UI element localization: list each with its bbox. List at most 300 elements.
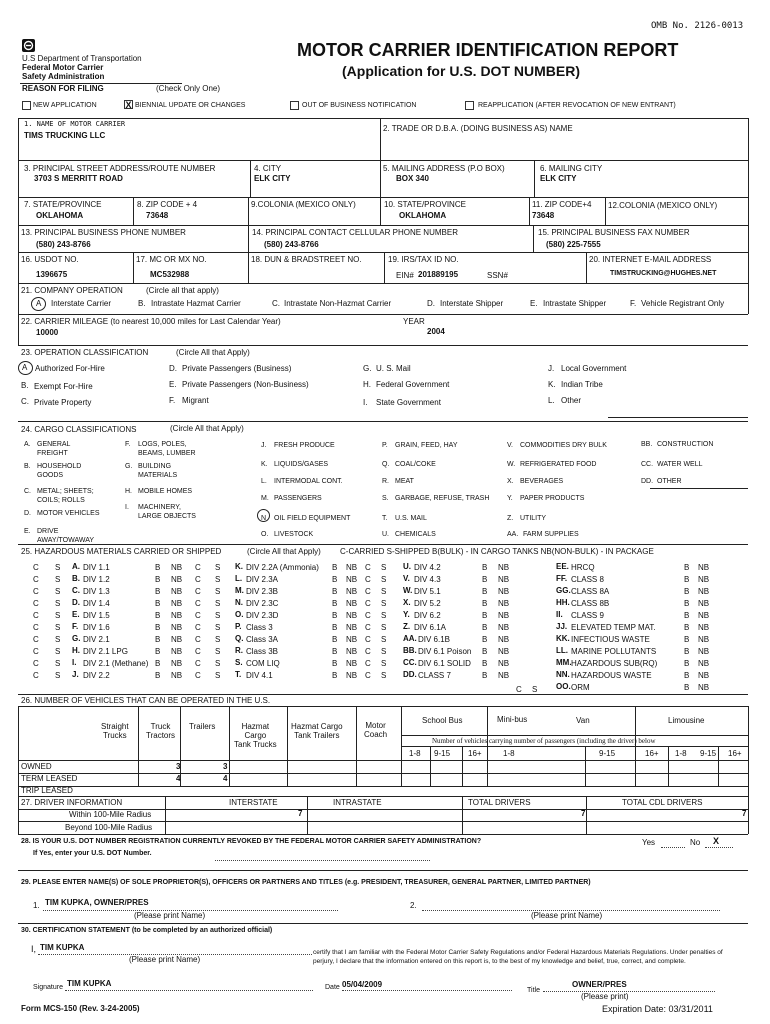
hazmat-code[interactable]: GG.	[556, 586, 571, 595]
hazmat-bulk[interactable]: B	[155, 635, 161, 644]
cargo-item[interactable]	[507, 460, 596, 469]
hazmat-shipped[interactable]: S	[381, 635, 387, 644]
hazmat-carried[interactable]: C	[365, 563, 371, 572]
revoked-no-mark[interactable]: X	[713, 836, 720, 846]
f14-label: 14. PRINCIPAL CONTACT CELLULAR PHONE NUMBER	[252, 228, 458, 237]
term-trailers-value[interactable]: 4	[223, 774, 228, 783]
hazmat-shipped[interactable]: S	[55, 635, 61, 644]
hazmat-bulk[interactable]: B	[482, 587, 488, 596]
hazmat-nonbulk[interactable]: NB	[346, 635, 358, 644]
hazmat-bulk[interactable]: B	[684, 683, 690, 692]
hazmat-shipped[interactable]: S	[215, 635, 221, 644]
hdr-hazcargo: Hazmat Cargo Tank Trucks	[234, 722, 277, 749]
mailing-zip-field[interactable]: 73648	[532, 211, 555, 220]
hazmat-carried[interactable]: C	[365, 659, 371, 668]
f4-label: 4. CITY	[254, 164, 282, 173]
hazmat-bulk[interactable]: B	[684, 623, 690, 632]
hazmat-nonbulk[interactable]: NB	[171, 671, 183, 680]
hazmat-nonbulk[interactable]: NB	[171, 623, 183, 632]
hazmat-bulk[interactable]: B	[482, 623, 488, 632]
hazmat-carried[interactable]: C	[195, 659, 201, 668]
cargo-item[interactable]	[125, 440, 196, 458]
owned-truck-value[interactable]: 3	[176, 762, 181, 771]
cargo-item[interactable]	[507, 514, 546, 523]
hazmat-nonbulk[interactable]: NB	[498, 587, 510, 596]
hazmat-shipped[interactable]: S	[215, 659, 221, 668]
hazmat-bulk[interactable]: B	[155, 647, 161, 656]
hazmat-bulk[interactable]: B	[482, 599, 488, 608]
hazmat-code[interactable]: E.	[72, 610, 80, 619]
passenger-range-header: 16+	[728, 749, 742, 758]
cargo-item[interactable]	[24, 527, 94, 545]
hazmat-code[interactable]: M.	[235, 586, 244, 595]
hazmat-bulk[interactable]: B	[332, 647, 338, 656]
hazmat-nonbulk[interactable]: NB	[171, 599, 183, 608]
hazmat-shipped[interactable]: S	[55, 623, 61, 632]
out-of-business-checkbox[interactable]	[290, 101, 299, 110]
hazmat-carried[interactable]: C	[365, 587, 371, 596]
cargo-letter: M.	[261, 495, 269, 502]
hazmat-nonbulk[interactable]: NB	[171, 647, 183, 656]
oc-f-letter[interactable]: F.	[169, 396, 176, 405]
cargo-item[interactable]	[261, 477, 343, 486]
op-c-letter[interactable]: C.	[272, 299, 280, 308]
hazmat-shipped[interactable]: S	[55, 575, 61, 584]
mailing-state-field[interactable]: OKLAHOMA	[399, 211, 447, 220]
hazmat-carried[interactable]: C	[365, 671, 371, 680]
signature-field[interactable]: TIM KUPKA	[67, 979, 112, 988]
f28-no: No	[690, 838, 701, 847]
hazmat-nonbulk[interactable]: NB	[698, 611, 710, 620]
cargo-label: GRAIN, FEED, HAY	[395, 442, 458, 449]
cargo-item[interactable]	[382, 494, 489, 503]
hazmat-bulk[interactable]: B	[482, 611, 488, 620]
hazmat-code[interactable]: NN.	[556, 670, 570, 679]
hazmat-code[interactable]: X.	[403, 598, 411, 607]
hazmat-carried[interactable]: C	[33, 563, 39, 572]
hazmat-carried[interactable]: C	[516, 685, 522, 694]
cargo-item[interactable]	[261, 460, 328, 469]
business-phone-field[interactable]: (580) 243-8766	[36, 240, 91, 249]
hazmat-bulk[interactable]: B	[155, 563, 161, 572]
passenger-range-header: 16+	[645, 749, 659, 758]
f24-hint: (Circle All that Apply)	[170, 424, 244, 433]
hazmat-shipped[interactable]: S	[381, 611, 387, 620]
hazmat-carried[interactable]: C	[365, 623, 371, 632]
cargo-item[interactable]	[24, 509, 100, 518]
mailing-address-field[interactable]: BOX 340	[396, 174, 429, 183]
hazmat-nonbulk[interactable]: NB	[698, 623, 710, 632]
cargo-letter: Q.	[382, 461, 390, 468]
term-truck-value[interactable]: 4	[176, 774, 181, 783]
hazmat-carried[interactable]: C	[33, 635, 39, 644]
cargo-item[interactable]	[261, 441, 335, 450]
hazmat-nonbulk[interactable]: NB	[171, 659, 183, 668]
hazmat-nonbulk[interactable]: NB	[346, 563, 358, 572]
hazmat-code[interactable]: II.	[556, 610, 563, 619]
hazmat-code[interactable]: W.	[403, 586, 413, 595]
hazmat-bulk[interactable]: B	[482, 647, 488, 656]
hazmat-code[interactable]: BB.	[403, 646, 417, 655]
hazmat-nonbulk[interactable]: NB	[498, 623, 510, 632]
hazmat-code[interactable]: L.	[235, 574, 243, 583]
hazmat-code[interactable]: MM.	[556, 658, 572, 667]
hazmat-nonbulk[interactable]: NB	[346, 611, 358, 620]
hazmat-carried[interactable]: C	[365, 635, 371, 644]
hazmat-code[interactable]: P.	[235, 622, 242, 631]
hazmat-nonbulk[interactable]: NB	[171, 635, 183, 644]
mailing-city-field[interactable]: ELK CITY	[540, 174, 577, 183]
hazmat-shipped[interactable]: S	[381, 599, 387, 608]
hazmat-code[interactable]: C.	[72, 586, 80, 595]
f27-interstate: INTERSTATE	[229, 798, 278, 807]
hazmat-carried[interactable]: C	[33, 647, 39, 656]
mc-number-field[interactable]: MC532988	[150, 270, 190, 279]
hazmat-nonbulk[interactable]: NB	[698, 683, 710, 692]
oc-g-letter[interactable]: G.	[363, 364, 372, 373]
cargo-item[interactable]	[24, 440, 70, 458]
hazmat-code[interactable]: EE.	[556, 562, 569, 571]
op-b-letter[interactable]: B.	[138, 299, 146, 308]
hazmat-shipped[interactable]: S	[215, 587, 221, 596]
reason-label: REASON FOR FILING	[22, 84, 104, 93]
hazmat-bulk[interactable]: B	[684, 671, 690, 680]
usdot-field[interactable]: 1396675	[36, 270, 68, 279]
oc-i-letter[interactable]: I.	[363, 398, 368, 407]
hazmat-nonbulk[interactable]: NB	[171, 587, 183, 596]
hazmat-bulk[interactable]: B	[155, 587, 161, 596]
hazmat-nonbulk[interactable]: NB	[498, 599, 510, 608]
hazmat-shipped[interactable]: S	[381, 587, 387, 596]
hazmat-code[interactable]: Q.	[235, 634, 244, 643]
hazmat-bulk[interactable]: B	[482, 563, 488, 572]
hazmat-carried[interactable]: C	[365, 647, 371, 656]
hazmat-code[interactable]: FF.	[556, 574, 568, 583]
hazmat-nonbulk[interactable]: NB	[346, 671, 358, 680]
hazmat-code[interactable]: J.	[72, 670, 79, 679]
oc-d-letter[interactable]: D.	[169, 364, 177, 373]
hazmat-name: INFECTIOUS WASTE	[571, 635, 650, 644]
fax-field[interactable]: (580) 225-7555	[546, 240, 601, 249]
hazmat-nonbulk[interactable]: NB	[498, 563, 510, 572]
hazmat-bulk[interactable]: B	[684, 587, 690, 596]
hazmat-carried[interactable]: C	[195, 587, 201, 596]
state-field[interactable]: OKLAHOMA	[36, 211, 84, 220]
hazmat-nonbulk[interactable]: NB	[498, 647, 510, 656]
hazmat-code[interactable]: LL.	[556, 646, 568, 655]
hazmat-code[interactable]: D.	[72, 598, 80, 607]
cargo-item[interactable]	[24, 487, 94, 505]
op-d-letter[interactable]: D.	[427, 299, 435, 308]
hazmat-code[interactable]: U.	[403, 562, 411, 571]
hazmat-bulk[interactable]: B	[155, 623, 161, 632]
hazmat-shipped[interactable]: S	[215, 611, 221, 620]
hazmat-nonbulk[interactable]: NB	[498, 575, 510, 584]
email-field[interactable]: TIMSTRUCKING@HUGHES.NET	[610, 270, 717, 277]
hazmat-bulk[interactable]: B	[332, 563, 338, 572]
hazmat-code[interactable]: AA.	[403, 634, 417, 643]
hazmat-bulk[interactable]: B	[155, 611, 161, 620]
hazmat-code[interactable]: KK.	[556, 634, 570, 643]
hazmat-bulk[interactable]: B	[684, 659, 690, 668]
hazmat-shipped[interactable]: S	[55, 647, 61, 656]
hazmat-shipped[interactable]: S	[215, 671, 221, 680]
hazmat-bulk[interactable]: B	[482, 671, 488, 680]
hazmat-bulk[interactable]: B	[155, 671, 161, 680]
hazmat-bulk[interactable]: B	[332, 599, 338, 608]
cargo-letter: D.	[24, 510, 31, 517]
hazmat-code[interactable]: K.	[235, 562, 243, 571]
cargo-item[interactable]	[261, 514, 350, 523]
cargo-letter: CC.	[641, 461, 654, 468]
form-number: Form MCS-150 (Rev. 3-24-2005)	[21, 1004, 140, 1013]
cargo-item[interactable]	[507, 441, 607, 450]
oc-e-letter[interactable]: E.	[169, 380, 177, 389]
hazmat-shipped[interactable]: S	[532, 685, 538, 694]
hazmat-shipped[interactable]: S	[215, 599, 221, 608]
hazmat-code[interactable]: O.	[235, 610, 244, 619]
hazmat-shipped[interactable]: S	[55, 671, 61, 680]
cargo-item[interactable]	[261, 530, 313, 539]
hazmat-shipped[interactable]: S	[381, 623, 387, 632]
hazmat-carried[interactable]: C	[33, 623, 39, 632]
city-field[interactable]: ELK CITY	[254, 174, 291, 183]
op-f-letter[interactable]: F.	[630, 299, 637, 308]
cargo-item[interactable]	[382, 477, 414, 486]
hazmat-carried[interactable]: C	[33, 659, 39, 668]
hazmat-carried[interactable]: C	[33, 599, 39, 608]
hazmat-nonbulk[interactable]: NB	[171, 611, 183, 620]
hazmat-code[interactable]: B.	[72, 574, 80, 583]
hazmat-shipped[interactable]: S	[55, 587, 61, 596]
hazmat-carried[interactable]: C	[195, 575, 201, 584]
cargo-item[interactable]	[641, 477, 682, 486]
hazmat-nonbulk[interactable]: NB	[698, 599, 710, 608]
cargo-label: BUILDING MATERIALS	[138, 463, 178, 479]
hazmat-bulk[interactable]: B	[482, 659, 488, 668]
hazmat-bulk[interactable]: B	[332, 635, 338, 644]
hazmat-code[interactable]: V.	[403, 574, 410, 583]
hazmat-carried[interactable]: C	[195, 599, 201, 608]
hdr-school: School Bus	[422, 716, 463, 725]
hazmat-nonbulk[interactable]: NB	[698, 587, 710, 596]
hazmat-code[interactable]: G.	[72, 634, 81, 643]
hazmat-code[interactable]: F.	[72, 622, 79, 631]
hazmat-nonbulk[interactable]: NB	[698, 671, 710, 680]
cargo-item[interactable]	[382, 460, 436, 469]
hazmat-carried[interactable]: C	[365, 599, 371, 608]
hazmat-bulk[interactable]: B	[332, 623, 338, 632]
hazmat-bulk[interactable]: B	[482, 575, 488, 584]
hazmat-nonbulk[interactable]: NB	[171, 563, 183, 572]
street-address-field[interactable]: 3703 S MERRITT ROAD	[34, 174, 123, 183]
cargo-item[interactable]	[24, 462, 81, 480]
hazmat-bulk[interactable]: B	[332, 575, 338, 584]
hazmat-nonbulk[interactable]: NB	[346, 575, 358, 584]
hazmat-bulk[interactable]: B	[155, 599, 161, 608]
f6-label: 6. MAILING CITY	[540, 164, 603, 173]
hazmat-shipped[interactable]: S	[381, 575, 387, 584]
hazmat-nonbulk[interactable]: NB	[698, 659, 710, 668]
hazmat-bulk[interactable]: B	[332, 587, 338, 596]
hazmat-shipped[interactable]: S	[381, 671, 387, 680]
hazmat-shipped[interactable]: S	[215, 575, 221, 584]
owned-trailers-value[interactable]: 3	[223, 762, 228, 771]
cargo-item[interactable]	[125, 462, 177, 480]
op-a-letter[interactable]: A	[36, 299, 42, 308]
certifier-name-field[interactable]: TIM KUPKA	[40, 943, 85, 952]
total-cdl-value[interactable]: 7	[742, 809, 747, 818]
op-f-label: Vehicle Registrant Only	[641, 299, 725, 308]
hazmat-name: CLASS 8	[571, 575, 604, 584]
mileage-field[interactable]: 10000	[36, 328, 59, 337]
hazmat-shipped[interactable]: S	[55, 611, 61, 620]
cargo-item[interactable]	[125, 503, 196, 521]
cargo-item[interactable]	[507, 494, 584, 503]
hazmat-code[interactable]: H.	[72, 646, 80, 655]
hazmat-code[interactable]: CC.	[403, 658, 417, 667]
dot-logo-icon	[22, 39, 35, 52]
hazmat-bulk[interactable]: B	[684, 563, 690, 572]
hazmat-code[interactable]: Y.	[403, 610, 410, 619]
hazmat-code[interactable]: A.	[72, 562, 80, 571]
hazmat-nonbulk[interactable]: NB	[346, 587, 358, 596]
hazmat-bulk[interactable]: B	[155, 575, 161, 584]
cargo-item[interactable]	[261, 494, 322, 503]
hazmat-shipped[interactable]: S	[55, 563, 61, 572]
f21-hint: (Circle all that apply)	[146, 286, 219, 295]
oc-l-letter[interactable]: L.	[548, 396, 555, 405]
hazmat-shipped[interactable]: S	[381, 659, 387, 668]
cargo-label: REFRIGERATED FOOD	[520, 461, 597, 468]
cargo-item[interactable]	[641, 460, 703, 469]
cargo-item[interactable]	[382, 530, 436, 539]
cargo-label: PAPER PRODUCTS	[520, 495, 585, 502]
f8-label: 8. ZIP CODE + 4	[137, 200, 198, 209]
hazmat-bulk[interactable]: B	[332, 659, 338, 668]
date-field[interactable]: 05/04/2009	[342, 980, 383, 989]
hazmat-carried[interactable]: C	[33, 671, 39, 680]
hazmat-shipped[interactable]: S	[215, 623, 221, 632]
biennial-update-checkbox[interactable]: X	[125, 100, 132, 110]
hazmat-shipped[interactable]: S	[55, 659, 61, 668]
hazmat-bulk[interactable]: B	[155, 659, 161, 668]
hazmat-code[interactable]: OO.	[556, 682, 571, 691]
hazmat-nonbulk[interactable]: NB	[346, 659, 358, 668]
ein-field[interactable]: 201889195	[418, 270, 459, 279]
reapplication-checkbox[interactable]	[465, 101, 474, 110]
hazmat-carried[interactable]: C	[195, 623, 201, 632]
cargo-item[interactable]	[125, 487, 192, 496]
oc-j-letter[interactable]: J.	[548, 364, 555, 373]
hazmat-carried[interactable]: C	[195, 563, 201, 572]
hazmat-carried[interactable]: C	[33, 575, 39, 584]
hazmat-bulk[interactable]: B	[684, 599, 690, 608]
hazmat-carried[interactable]: C	[195, 635, 201, 644]
cargo-item[interactable]	[507, 530, 579, 539]
hazmat-nonbulk[interactable]: NB	[498, 659, 510, 668]
hazmat-nonbulk[interactable]: NB	[498, 635, 510, 644]
hazmat-shipped[interactable]: S	[215, 647, 221, 656]
cargo-item[interactable]	[382, 514, 427, 523]
hazmat-carried[interactable]: C	[33, 587, 39, 596]
hazmat-shipped[interactable]: S	[215, 563, 221, 572]
officer-1-field[interactable]: TIM KUPKA, OWNER/PRES	[45, 898, 149, 907]
hazmat-nonbulk[interactable]: NB	[346, 647, 358, 656]
hazmat-code[interactable]: JJ.	[556, 622, 568, 631]
hazmat-bulk[interactable]: B	[684, 647, 690, 656]
hazmat-code[interactable]: Z.	[403, 622, 411, 631]
oc-a-letter[interactable]: A	[22, 363, 28, 372]
hazmat-nonbulk[interactable]: NB	[698, 575, 710, 584]
hazmat-nonbulk[interactable]: NB	[698, 635, 710, 644]
hazmat-code[interactable]: S.	[235, 658, 243, 667]
hazmat-nonbulk[interactable]: NB	[346, 623, 358, 632]
hazmat-shipped[interactable]: S	[381, 647, 387, 656]
hazmat-nonbulk[interactable]: NB	[498, 671, 510, 680]
title-hint: (Please print)	[581, 992, 629, 1001]
hazmat-code[interactable]: HH.	[556, 598, 570, 607]
hazmat-bulk[interactable]: B	[332, 611, 338, 620]
cargo-item[interactable]	[507, 477, 563, 486]
hazmat-carried[interactable]: C	[365, 611, 371, 620]
oc-k-letter[interactable]: K.	[548, 380, 556, 389]
hazmat-shipped[interactable]: S	[381, 563, 387, 572]
hazmat-bulk[interactable]: B	[684, 635, 690, 644]
hazmat-name: DIV 2.2	[83, 671, 110, 680]
cargo-item[interactable]	[641, 440, 713, 449]
hazmat-carried[interactable]: C	[365, 575, 371, 584]
zip-field[interactable]: 73648	[146, 211, 169, 220]
hazmat-nonbulk[interactable]: NB	[698, 647, 710, 656]
hazmat-nonbulk[interactable]: NB	[698, 563, 710, 572]
hazmat-bulk[interactable]: B	[332, 671, 338, 680]
hazmat-carried[interactable]: C	[195, 671, 201, 680]
passenger-range-header: 1-8	[503, 749, 515, 758]
cargo-item[interactable]	[382, 441, 458, 450]
title-field[interactable]: OWNER/PRES	[572, 980, 627, 989]
within-interstate-value[interactable]: 7	[298, 809, 303, 818]
hazmat-nonbulk[interactable]: NB	[498, 611, 510, 620]
hazmat-code[interactable]: DD.	[403, 670, 417, 679]
cargo-letter: J.	[261, 442, 267, 449]
hazmat-carried[interactable]: C	[33, 611, 39, 620]
carrier-name-field[interactable]: TIMS TRUCKING LLC	[24, 131, 106, 140]
cell-phone-field[interactable]: (580) 243-8766	[264, 240, 319, 249]
hazmat-nonbulk[interactable]: NB	[171, 575, 183, 584]
hazmat-bulk[interactable]: B	[684, 575, 690, 584]
hazmat-code[interactable]: T.	[235, 670, 242, 679]
hazmat-code[interactable]: R.	[235, 646, 243, 655]
year-field[interactable]: 2004	[427, 327, 445, 336]
cargo-letter: O.	[261, 531, 269, 538]
oc-c-letter[interactable]: C.	[21, 397, 29, 406]
oc-h-letter[interactable]: H.	[363, 380, 371, 389]
total-drivers-value[interactable]: 7	[581, 809, 586, 818]
hazmat-nonbulk[interactable]: NB	[346, 599, 358, 608]
hazmat-carried[interactable]: C	[195, 647, 201, 656]
op-e-letter[interactable]: E.	[530, 299, 538, 308]
new-application-checkbox[interactable]	[22, 101, 31, 110]
hazmat-carried[interactable]: C	[195, 611, 201, 620]
oc-b-letter[interactable]: B.	[21, 381, 29, 390]
hazmat-shipped[interactable]: S	[55, 599, 61, 608]
hazmat-code[interactable]: N.	[235, 598, 243, 607]
hazmat-code[interactable]: I.	[72, 658, 77, 667]
reason-hint: (Check Only One)	[156, 84, 221, 93]
hazmat-bulk[interactable]: B	[482, 635, 488, 644]
hazmat-bulk[interactable]: B	[684, 611, 690, 620]
